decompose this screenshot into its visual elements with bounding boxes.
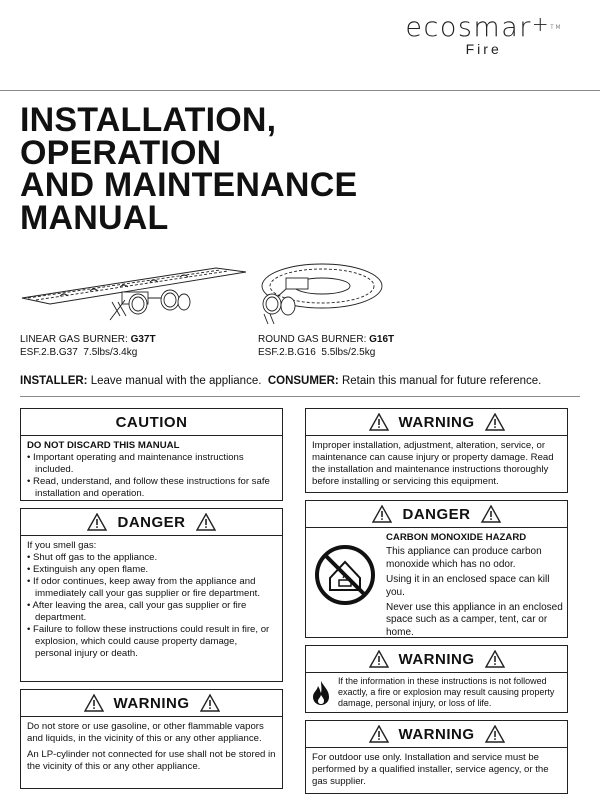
danger-heading <box>21 509 282 536</box>
no-indoor-use-icon <box>312 542 378 608</box>
burner-label: LINEAR GAS BURNER: <box>20 334 128 345</box>
danger-gas-box <box>20 508 283 682</box>
mid-divider <box>20 396 580 397</box>
consumer-label: CONSUMER: <box>267 375 339 387</box>
burner-weight: 7.5lbs/3.4kg <box>83 347 138 358</box>
warning-paragraph: If the information in these instructions is not followed exactly, a fire or explosion may result causing property damage, personal injury, or loss of life. <box>338 676 555 708</box>
danger-heading-text: DANGER <box>117 513 186 531</box>
danger-heading-text: DANGER <box>402 505 471 523</box>
consumer-text: Retain this manual for future reference. <box>341 375 542 387</box>
warning-paragraph: An LP-cylinder not connected for use shall not be stored in the vicinity of this or any other appliance. <box>27 749 276 772</box>
list-item: • Important operating and maintenance instructions included. <box>27 452 276 476</box>
brand-subtitle: Fire <box>465 41 502 57</box>
warning-heading-text: WARNING <box>113 694 190 712</box>
burner-label: ROUND GAS BURNER: <box>258 334 367 345</box>
warning-triangle-icon <box>485 413 505 431</box>
flame-icon <box>312 680 330 706</box>
warning-triangle-icon <box>196 513 216 531</box>
caution-box <box>20 408 283 501</box>
warning-heading <box>21 690 282 717</box>
warning-triangle-icon <box>87 513 107 531</box>
warning-triangle-icon <box>485 725 505 743</box>
list-item: • Read, understand, and follow these instructions for safe installation and operation. <box>27 476 276 500</box>
danger-intro: If you smell gas: <box>27 540 97 551</box>
warning-paragraph: Do not store or use gasoline, or other flammable vapors and liquids, in the vicinity of this or any other appliance. <box>27 721 264 744</box>
caution-heading <box>21 409 282 436</box>
manual-title <box>20 101 440 237</box>
title-line: OPERATION <box>20 133 222 172</box>
brand-logo <box>405 14 562 57</box>
warning-paragraph: Improper installation, adjustment, alteration, service, or maintenance can cause injury or property damage. Read the installation and maintenance instructions thoroughly before installing or servicing this equipment. <box>312 440 554 487</box>
brand-trademark: TM <box>550 24 562 31</box>
warning-triangle-icon <box>369 725 389 743</box>
warning-heading <box>306 646 567 673</box>
title-line: INSTALLATION, <box>20 101 277 139</box>
burner-code: ESF.2.B.G37 <box>20 347 78 358</box>
danger-heading <box>306 501 567 528</box>
brand-wordmark: ecosmar$^{+TM}$ <box>405 12 562 43</box>
warning-heading <box>306 721 567 748</box>
top-divider <box>0 90 600 91</box>
title-line: AND MAINTENANCE <box>20 166 358 204</box>
danger-paragraph: Using it in an enclosed space can kill you. <box>386 574 550 598</box>
title-line: MANUAL <box>20 198 169 237</box>
burner-weight: 5.5lbs/2.5kg <box>321 347 376 358</box>
installer-label: INSTALLER: <box>20 375 88 387</box>
round-burner-illustration <box>258 262 388 330</box>
warning-triangle-icon <box>369 650 389 668</box>
list-item: • If odor continues, keep away from the appliance and immediately call your gas supplier or fire department. <box>27 576 276 600</box>
warning-triangle-icon <box>485 650 505 668</box>
warning-outdoor-box <box>305 720 568 794</box>
burner-model: G37T <box>130 334 156 345</box>
warning-triangle-icon <box>372 505 392 523</box>
installer-text: Leave manual with the appliance. <box>90 375 262 387</box>
warning-heading-text: WARNING <box>398 725 475 743</box>
warning-heading-text: WARNING <box>398 650 475 668</box>
caution-heading-text: CAUTION <box>115 413 188 431</box>
caution-subhead: DO NOT DISCARD THIS MANUAL <box>27 440 180 451</box>
burner-model: G16T <box>369 334 395 345</box>
linear-burner-illustration <box>20 262 250 330</box>
warning-triangle-icon <box>481 505 501 523</box>
warning-heading-text: WARNING <box>398 413 475 431</box>
brand-plus-mark: + <box>531 12 551 36</box>
warning-heading <box>306 409 567 436</box>
warning-installation-box <box>305 408 568 493</box>
warning-flammable-box <box>20 689 283 789</box>
co-subhead: CARBON MONOXIDE HAZARD <box>386 532 527 543</box>
list-item: • Failure to follow these instructions could result in fire, or explosion, which could cause property damage, personal injury or death. <box>27 624 276 660</box>
danger-paragraph: Never use this appliance in an enclosed space such as a camper, tent, car or home. <box>386 602 563 638</box>
warning-triangle-icon <box>369 413 389 431</box>
list-item: • Extinguish any open flame. <box>27 564 276 576</box>
burner-code: ESF.2.B.G16 <box>258 347 316 358</box>
list-item: • After leaving the area, call your gas supplier or fire department. <box>27 600 276 624</box>
round-burner-caption <box>258 333 394 359</box>
warning-triangle-icon <box>84 694 104 712</box>
installer-consumer-note <box>20 375 585 387</box>
warning-paragraph: For outdoor use only. Installation and service must be performed by a qualified installer, service agency, or the gas supplier. <box>312 752 549 787</box>
danger-paragraph: This appliance can produce carbon monoxide which has no odor. <box>386 546 542 570</box>
list-item: • Shut off gas to the appliance. <box>27 552 276 564</box>
danger-co-box <box>305 500 568 638</box>
warning-triangle-icon <box>200 694 220 712</box>
warning-fire-box <box>305 645 568 713</box>
linear-burner-caption <box>20 333 156 359</box>
